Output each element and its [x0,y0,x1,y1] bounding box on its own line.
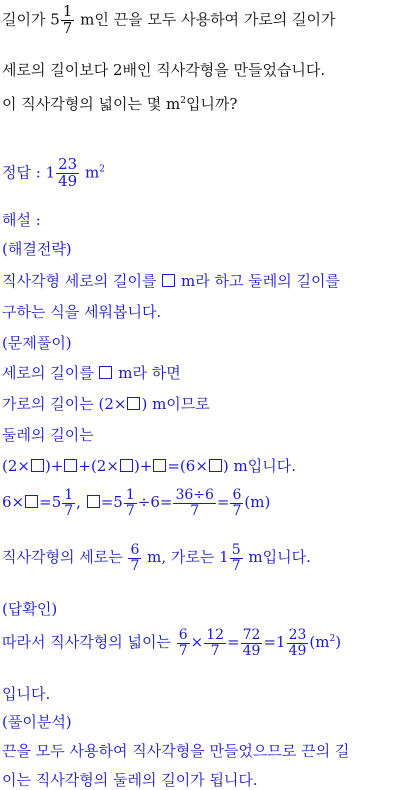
strategy-line-1: 직사각형 세로의 길이를 m라 하고 둘레의 길이를 [2,272,340,290]
box-symbol [127,397,140,410]
box-symbol [87,495,100,508]
fraction: $\frac{23}{49}$ [288,627,307,659]
equation-line: 6× =5 $\frac{1}{7}$ , =5 $\frac{1}{7}$ ÷6= $\frac{36\div 6}{7}$ = $\frac{6}{7}$ (m) [2,487,271,519]
solution-line-3: 둘레의 길이는 [2,426,94,444]
box-symbol [120,459,133,472]
box-symbol [209,459,222,472]
fraction: $\frac{72}{49}$ [242,627,261,659]
problem-line-1: 길이가 5 $\frac{1}{7}$ m인 끈을 모두 사용하여 가로의 길이가 [2,2,336,37]
box-symbol [25,495,38,508]
box-symbol [162,274,175,287]
answer-fraction: $\frac{23}{49}$ [58,155,78,190]
fraction: $\frac{36\div 6}{7}$ [175,487,214,519]
problem-line-3: 이 직사각형의 넓이는 몇 $m^2$입니까? [2,95,238,113]
fraction: $\frac{6}{7}$ [232,487,242,519]
fraction: $\frac{1}{7}$ [125,487,135,519]
explanation-title: 해설 : [2,211,41,229]
section-heading: (해결전략) [2,240,72,258]
fraction: $\frac{1}{7}$ [64,487,74,519]
section-heading: (답확인) [2,600,58,618]
analysis-line-2: 이는 직사각형의 둘레의 길이가 됩니다. [2,771,258,789]
check-line-end: 입니다. [2,685,51,703]
answer-line: 정답 : 1 $\frac{23}{49}$ $m^2$ [2,155,105,190]
check-line: 따라서 직사각형의 넓이는 $\frac{6}{7}$ × $\frac{12}{7}$ = $\frac{72}{49}$ =1 $\frac{23}{49}$ $(m^2)$ [2,627,342,659]
fraction: $\frac{1}{7}$ [62,2,73,37]
section-heading: (문제풀이) [2,334,72,352]
result-line: 직사각형의 세로는 $\frac{6}{7}$ m, 가로는 1 $\frac{5}{7}$ m입니다. [2,542,311,574]
fraction: $\frac{6}{7}$ [130,542,140,574]
fraction: $\frac{12}{7}$ [206,627,225,659]
section-heading: (풀이분석) [2,713,72,731]
box-symbol [31,459,44,472]
box-symbol [64,459,77,472]
solution-line-2: 가로의 길이는 (2× ) m이므로 [2,395,210,413]
fraction: $\frac{5}{7}$ [231,542,241,574]
fraction: $\frac{6}{7}$ [178,627,188,659]
problem-line-2: 세로의 길이보다 2배인 직사각형을 만들었습니다. [2,61,326,79]
box-symbol [153,459,166,472]
strategy-line-2: 구하는 식을 세워봅니다. [2,303,162,321]
solution-line-4: (2× )+ +(2× )+ =(6× ) m입니다. [2,457,296,475]
solution-line-1: 세로의 길이를 m라 하면 [2,364,181,382]
analysis-line-1: 끈을 모두 사용하여 직사각형을 만들었으므로 끈의 길 [2,742,350,760]
box-symbol [99,366,112,379]
